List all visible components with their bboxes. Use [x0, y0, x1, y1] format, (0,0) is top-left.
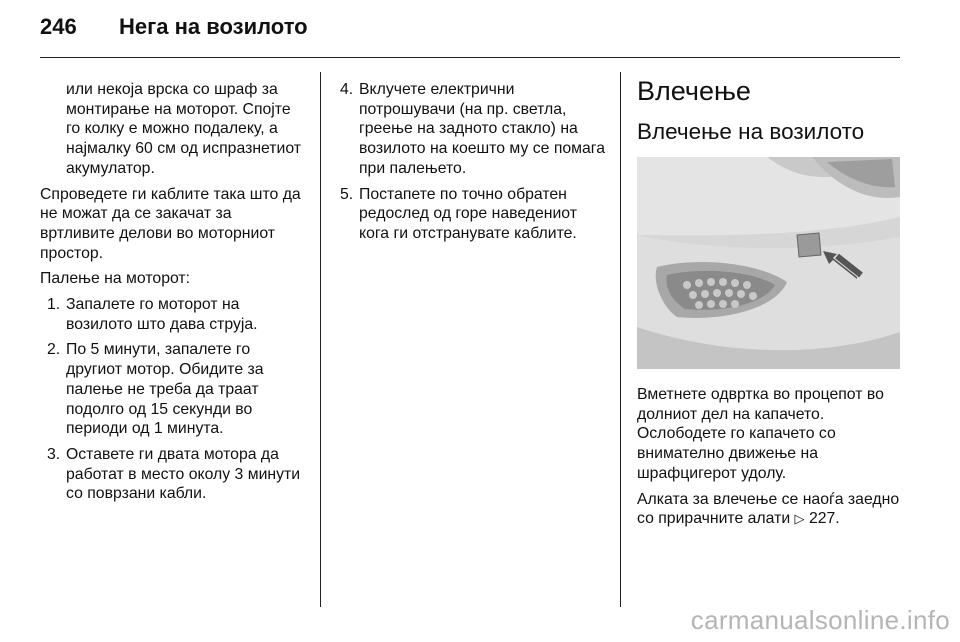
list-item [40, 340, 305, 439]
page-number: 246 [40, 14, 77, 39]
header-rule [40, 57, 900, 58]
step-text: Постапете по точно обратен редослед од горе наведениот кога ги отстранувате каблите. [359, 185, 577, 242]
list-item [333, 185, 605, 244]
subsection-title: Влечење на возилото [637, 119, 865, 144]
list-item [40, 445, 305, 504]
remove-steps-list [333, 80, 605, 244]
watermark: carmanualsonline.info [690, 605, 950, 635]
column-divider [620, 72, 621, 607]
step-text: Оставете ги двата мотора да работат в место околу 3 минути со поврзани кабли. [66, 445, 301, 503]
cover-removal-paragraph: Вметнете одвртка во процепот во долниот дел на капачето. Ослободете го капачето со внимателно движење на шрафцигерот удолу. [637, 386, 884, 482]
start-steps-list [40, 295, 305, 504]
intro-paragraph: или некоја врска со шраф за монтирање на моторот. Спојте го колку е можно подалеку, а најмалку 60 см од испразнетиот акумулатор. [66, 81, 302, 177]
step-number: 5. [340, 185, 354, 203]
column-3 [637, 76, 902, 535]
bumper-illustration-svg [637, 157, 900, 369]
column-divider [320, 72, 321, 607]
column-1 [40, 80, 305, 510]
list-item [333, 80, 605, 179]
column-2 [333, 80, 605, 250]
section-title: Влечење [637, 76, 751, 106]
engine-start-heading: Палење на моторот: [40, 270, 191, 288]
arrow-reference-icon: ▷ [794, 511, 805, 527]
tow-eye-location-paragraph [637, 490, 902, 529]
step-number: 1. [47, 296, 61, 314]
step-text: По 5 минути, запалете го другиот мотор. Обидите за палење не треба да траат подолго од 15 секунди во периоди од 1 минута. [66, 341, 264, 438]
step-number: 3. [47, 445, 61, 463]
step-text: Запалете го моторот на возилото што дава струја. [66, 296, 258, 333]
step-text: Вклучете електрични потрошувачи (на пр. светла, греење на задното стакло) на возилото на коешто му се помага при палењето. [359, 81, 606, 177]
tow-eye-text: Алката за влечење се наоѓа заедно со прирачните алати [637, 490, 900, 528]
cable-routing-paragraph: Спроведете ги каблите така што да не можат да се закачат за вртливите делови во моторниот простор. [40, 185, 301, 262]
step-number: 4. [340, 81, 354, 98]
running-title: Нега на возилото [119, 14, 308, 39]
page-reference-link[interactable]: 227. [808, 510, 840, 528]
list-item [40, 295, 305, 334]
step-number: 2. [47, 341, 61, 359]
towing-eye-cover-illustration [637, 157, 900, 369]
